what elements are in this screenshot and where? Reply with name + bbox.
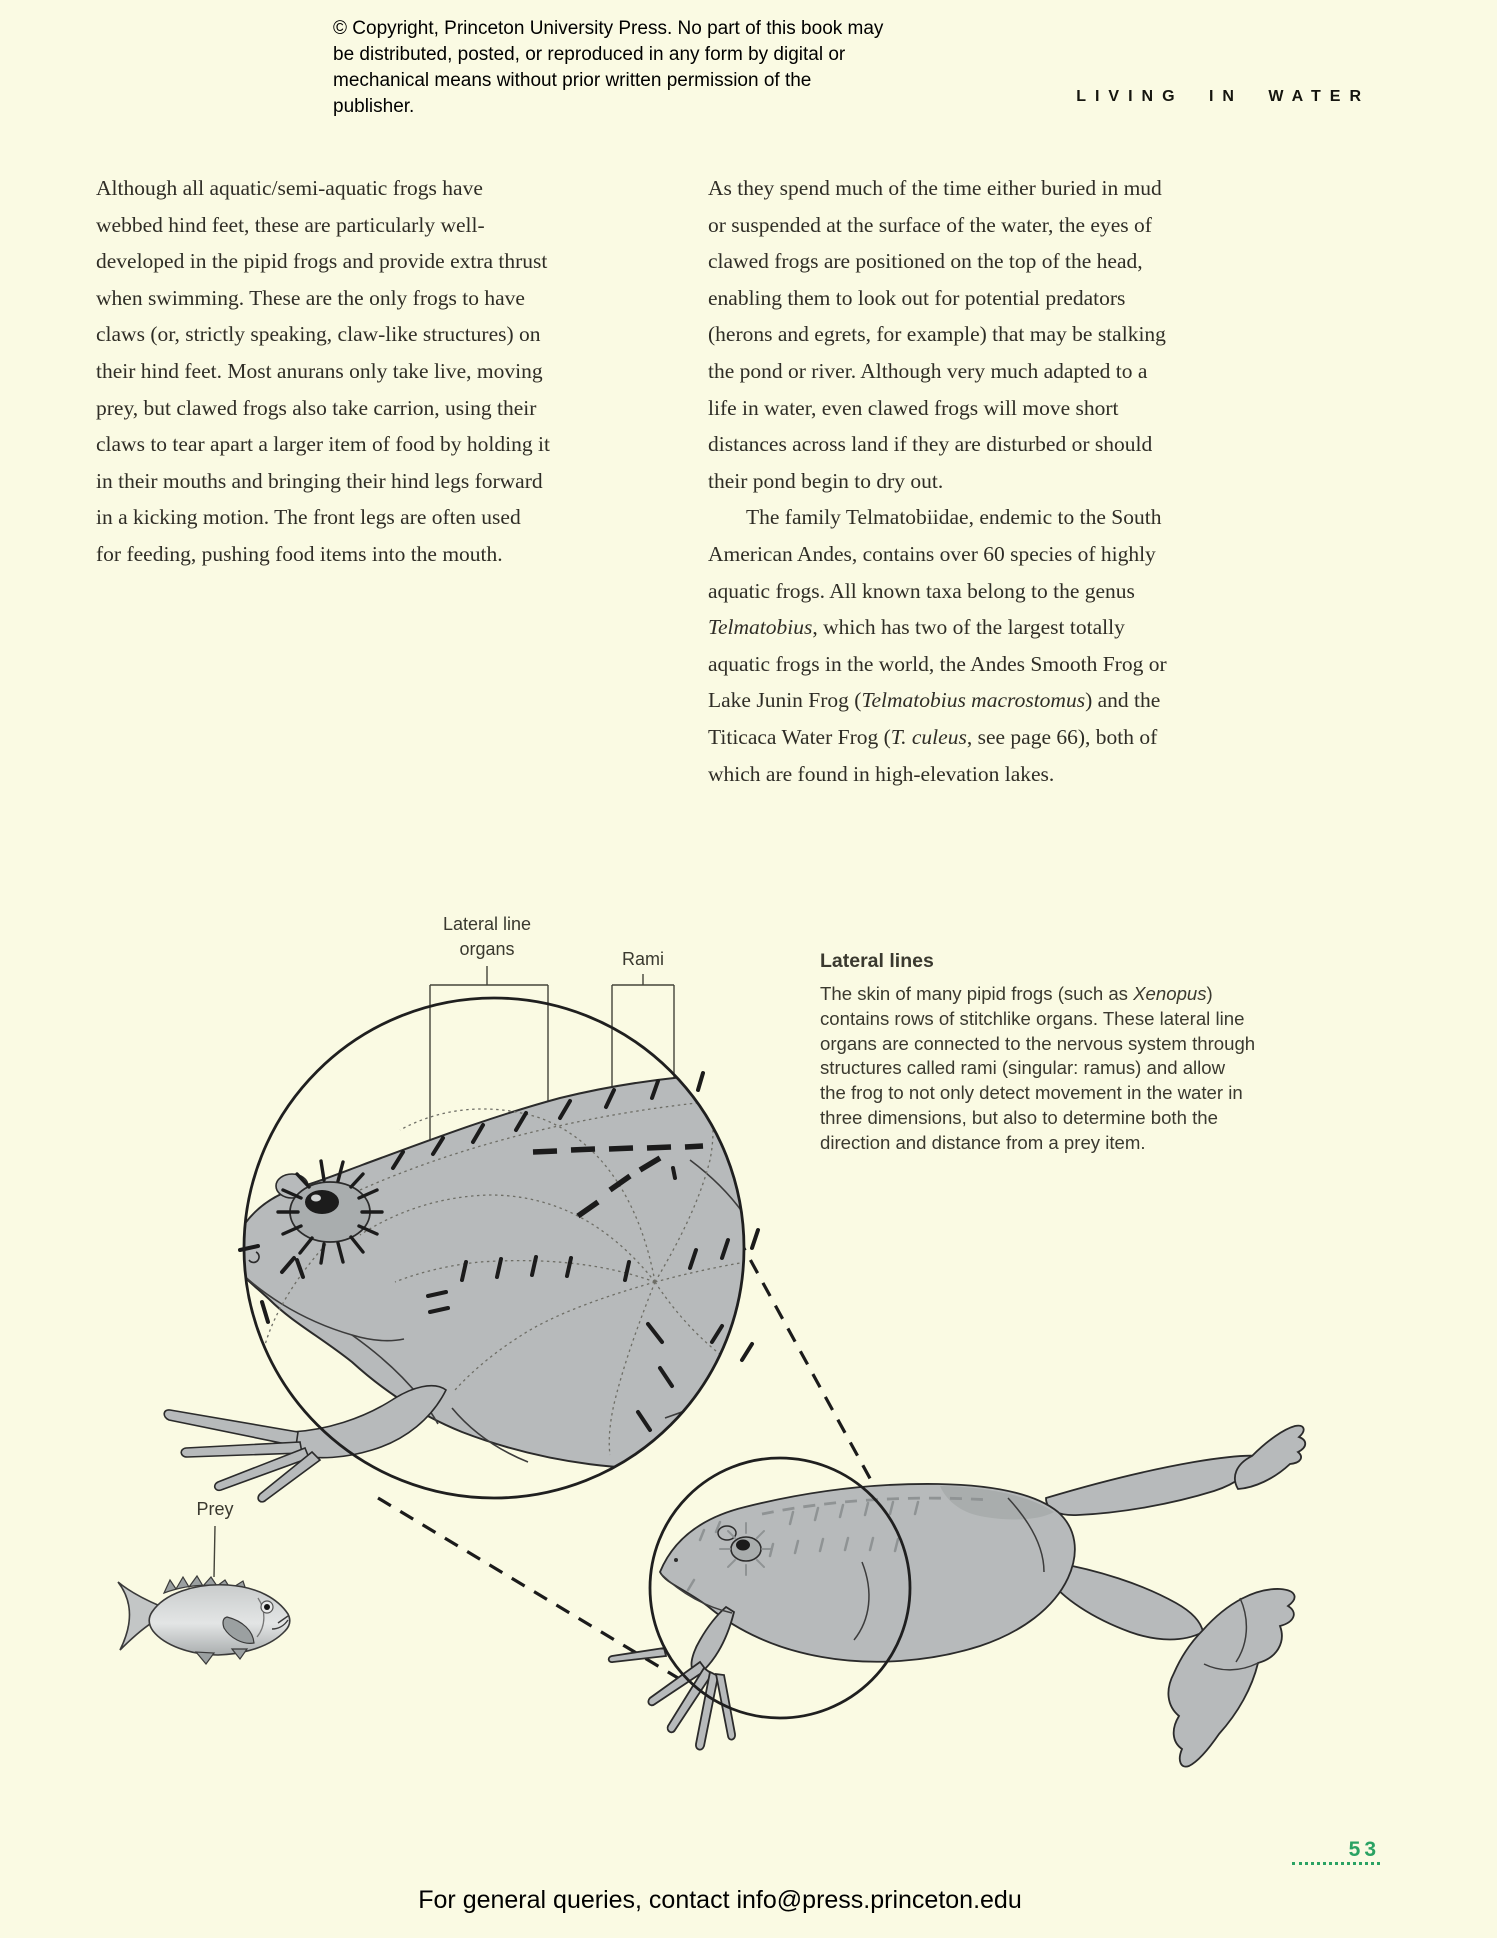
running-header: LIVING IN WATER <box>1076 88 1370 105</box>
right-paragraph-2: The family Telmatobiidae, endemic to the South American Andes, contains over 60 species of highly aquatic frogs. All known taxa belong to the genus Telmatobius, which has two of the largest totally aquatic frogs in the world, the Andes Smooth Frog or Lake Junin Frog (Telmatobius macrostomus) and the Titicaca Water Frog (T. culeus, see page 66), both of which are found in high-elevation lakes. <box>708 505 1167 786</box>
right-paragraph-1: As they spend much of the time either buried in mud or suspended at the surface of the water, the eyes of clawed frogs are positioned on the top of the head, enabling them to look out for potential predators (herons and egrets, for example) that may be stalking the pond or river. Although very much adapted to a life in water, even clawed frogs will move short distances across land if they are disturbed or should their pond begin to dry out. <box>708 176 1166 493</box>
left-text-column <box>96 170 551 573</box>
sidebar-lateral-lines <box>820 950 1256 1156</box>
label-prey: Prey <box>196 1499 234 1519</box>
sidebar-body: The skin of many pipid frogs (such as Xenopus) contains rows of stitchlike organs. These lateral line organs are connected to the nervous system through structures called rami (singular: ramus) and allow the frog to not only detect movement in the water in three dimensions, but also to determine both the direction and distance from a prey item. <box>820 983 1256 1153</box>
footer-contact: For general queries, contact info@press.princeton.edu <box>418 1886 1022 1914</box>
copyright-notice: © Copyright, Princeton University Press. No part of this book may be distributed, posted, or reproduced in any form by digital or mechanical means without prior written permission of the publisher. <box>333 18 884 117</box>
page-number: 53 <box>1348 1838 1380 1861</box>
closeup-frog-arm <box>164 1386 446 1502</box>
frog-lateral-line-figure <box>0 880 1497 1820</box>
swimming-frog-illustration <box>609 1426 1306 1767</box>
page-number-dots <box>1292 1862 1380 1865</box>
prey-fish-illustration <box>118 1576 290 1664</box>
label-lateral-line-organs-line1: Lateral line <box>442 914 532 934</box>
left-paragraph: Although all aquatic/semi-aquatic frogs have webbed hind feet, these are particularly well-developed in the pipid frogs and provide extra thrust when swimming. These are the only frogs to have claws (or, strictly speaking, claw-like structures) on their hind feet. Most anurans only take live, moving prey, but clawed frogs also take carrion, using their claws to tear apart a larger item of food by holding it in their mouths and bringing their hind legs forward in a kicking motion. The front legs are often used for feeding, pushing food items into the mouth. <box>96 176 550 566</box>
label-rami: Rami <box>621 949 664 969</box>
label-lateral-line-organs-line2: organs <box>459 939 515 959</box>
closeup-frog-illustration <box>164 998 810 1502</box>
label-lateral-line-organs <box>407 912 567 962</box>
sidebar-title: Lateral lines <box>820 950 934 972</box>
right-text-column <box>708 170 1176 792</box>
